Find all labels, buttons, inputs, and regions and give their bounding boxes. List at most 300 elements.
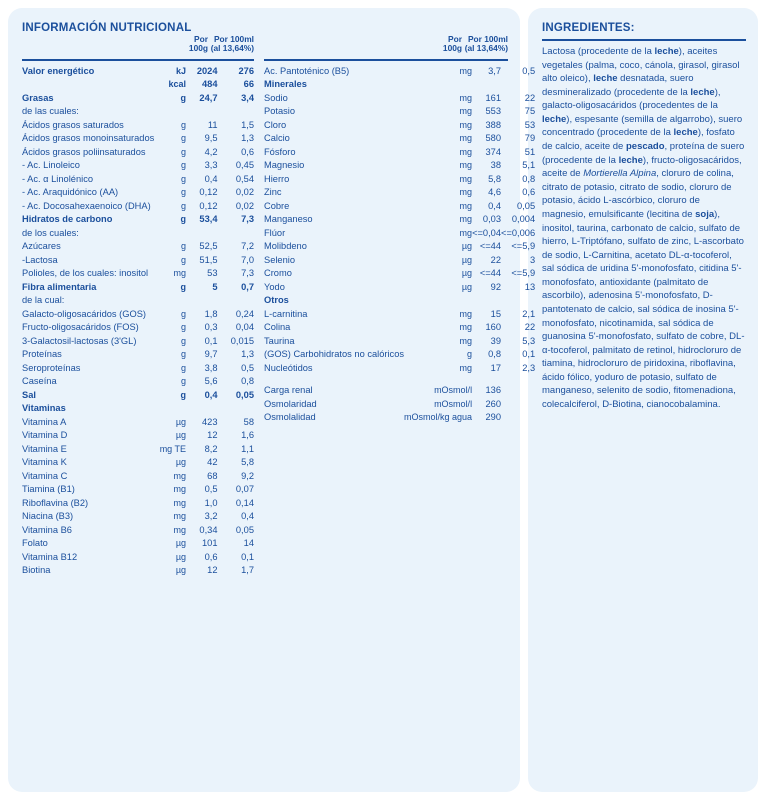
- nutrient-value-100g: 0,4: [204, 173, 218, 184]
- nutrient-value-100g: 52,5: [199, 241, 218, 252]
- nutrient-name: Ácidos grasos poliinsaturados: [22, 146, 146, 157]
- nutrient-unit: [154, 105, 186, 119]
- nutrition-row: [264, 294, 535, 308]
- nutrient-unit: mOsmol/l: [434, 398, 473, 409]
- nutrient-value-100g: 15: [490, 308, 502, 319]
- nutrient-unit: mg: [459, 227, 473, 238]
- nutrient-value-100g: 580: [485, 133, 502, 144]
- nutrient-name: Minerales: [264, 79, 307, 90]
- nutrition-row: [264, 186, 535, 200]
- divider-right: [264, 59, 508, 61]
- nutrition-row: [264, 334, 535, 348]
- nutrient-unit: mg: [459, 214, 473, 225]
- nutrient-name: Zinc: [264, 187, 282, 198]
- ingredients-panel: [528, 8, 758, 792]
- nutrient-value-100g: 12: [207, 430, 218, 441]
- header-col2-b: Por 100ml (al 13,64%): [464, 33, 508, 54]
- nutrient-name: Sal: [22, 389, 36, 400]
- nutrition-row: [264, 361, 535, 375]
- nutrition-row: [264, 199, 535, 213]
- nutrition-row: [22, 415, 254, 429]
- nutrition-row: [22, 550, 254, 564]
- nutrition-row: [264, 280, 535, 294]
- nutrient-name: Riboflavina (B2): [22, 497, 89, 508]
- nutrient-unit: mg: [459, 308, 473, 319]
- nutrient-name: Galacto-oligosacáridos (GOS): [22, 308, 147, 319]
- nutrient-value-100ml: 0,4: [241, 511, 254, 522]
- nutrient-value-100ml: 5,3: [522, 335, 536, 346]
- nutrient-name: Molibdeno: [264, 241, 307, 252]
- nutrition-row: [264, 321, 535, 335]
- nutrient-value-100g: 11: [207, 119, 218, 130]
- table-spacer: [264, 375, 535, 384]
- nutrient-name: Proteínas: [22, 349, 62, 360]
- nutrient-value-100g: 0,12: [199, 200, 218, 211]
- nutrient-name: de las cuales:: [22, 106, 79, 117]
- nutrient-value-100g: 42: [207, 457, 218, 468]
- nutrient-value-100ml: 3,4: [241, 92, 254, 103]
- nutrient-value-100ml: 1,1: [241, 443, 254, 454]
- header-col2: Por 100ml (al 13,64%): [210, 33, 254, 54]
- nutrition-row: [264, 384, 535, 398]
- nutrition-row: [22, 348, 254, 362]
- nutrient-value-100g: 51,5: [199, 254, 218, 265]
- nutrient-value-100ml: [218, 294, 254, 308]
- nutrient-value-100g: 5,6: [204, 376, 218, 387]
- nutrient-name: Selenio: [264, 254, 296, 265]
- nutrient-value-100g: 5,8: [488, 173, 502, 184]
- nutrition-header-right: [422, 24, 508, 54]
- nutrition-row: [264, 253, 535, 267]
- nutrient-value-100ml: 2,1: [522, 308, 536, 319]
- nutrient-name: Seroproteínas: [22, 362, 81, 373]
- nutrient-unit: g: [181, 376, 187, 387]
- nutrition-row: [264, 240, 535, 254]
- nutrition-row: [22, 564, 254, 578]
- nutrition-row: [22, 456, 254, 470]
- nutrient-value-100g: [186, 105, 217, 119]
- nutrition-row: [264, 132, 535, 146]
- nutrition-row: [264, 172, 535, 186]
- nutrient-name: Caseína: [22, 376, 57, 387]
- nutrient-value-100ml: <=0,006: [501, 227, 536, 238]
- nutrition-row: [22, 91, 254, 105]
- nutrient-value-100g: 388: [485, 119, 502, 130]
- nutrient-name: Vitamina B12: [22, 551, 78, 562]
- nutrition-row: [22, 186, 254, 200]
- nutrient-unit: µg: [175, 430, 187, 441]
- nutrient-name: Vitamina E: [22, 443, 67, 454]
- divider-left: [22, 59, 254, 61]
- nutrition-row: [22, 172, 254, 186]
- nutrition-column-right: [264, 22, 536, 577]
- nutrient-unit: mg: [459, 92, 473, 103]
- nutrient-value-100ml: 75: [524, 106, 536, 117]
- nutrition-row: [264, 267, 535, 281]
- nutrient-name: Osmolaridad: [264, 398, 317, 409]
- nutrition-row: [22, 483, 254, 497]
- nutrient-value-100g: 68: [207, 470, 218, 481]
- nutrient-unit: mg: [173, 470, 187, 481]
- nutrient-name: Vitamina B6: [22, 524, 72, 535]
- nutrient-unit: mg: [459, 335, 473, 346]
- nutrient-name: Tiamina (B1): [22, 484, 75, 495]
- nutrient-unit: [154, 294, 186, 308]
- nutrient-value-100g: 0,12: [199, 187, 218, 198]
- nutrition-row: [22, 78, 254, 92]
- nutrition-row: [22, 469, 254, 483]
- nutrition-row: [264, 145, 535, 159]
- nutrient-value-100g: [186, 226, 217, 240]
- nutrition-row: [22, 132, 254, 146]
- nutrient-value-100g: 4,2: [204, 146, 218, 157]
- nutrition-row: [22, 510, 254, 524]
- nutrient-unit: mg: [459, 106, 473, 117]
- ingredients-title: INGREDIENTES:: [542, 22, 635, 34]
- nutrient-value-100ml: 1,7: [241, 565, 254, 576]
- nutrient-value-100g: 8,2: [204, 443, 218, 454]
- nutrient-unit: mg: [459, 187, 473, 198]
- nutrient-value-100ml: [218, 226, 254, 240]
- nutrition-row: [264, 213, 535, 227]
- nutrient-value-100ml: 7,2: [241, 241, 254, 252]
- nutrient-value-100g: 290: [485, 412, 502, 423]
- nutrition-row: [22, 240, 254, 254]
- nutrient-value-100g: 4,6: [488, 187, 502, 198]
- nutrient-value-100ml: 7,0: [241, 254, 254, 265]
- nutrient-unit: mg: [459, 119, 473, 130]
- nutrition-row: [264, 105, 535, 119]
- nutrient-value-100ml: 22: [524, 92, 536, 103]
- nutrient-name: Fósforo: [264, 146, 296, 157]
- nutrient-value-100ml: [501, 78, 535, 92]
- nutrient-unit: mg: [173, 268, 187, 279]
- nutrient-unit: g: [181, 133, 187, 144]
- nutrient-name: Cromo: [264, 268, 292, 279]
- nutrient-unit: g: [181, 254, 187, 265]
- nutrition-row: [264, 348, 535, 362]
- nutrient-name: - Ac. Linoleico: [22, 160, 80, 171]
- nutrition-row: [264, 226, 535, 240]
- nutrient-unit: mg: [459, 173, 473, 184]
- nutrient-name: Cobre: [264, 200, 290, 211]
- nutrient-value-100ml: 276: [238, 65, 254, 76]
- nutrient-value-100g: 39: [490, 335, 502, 346]
- nutrient-unit: [404, 294, 472, 308]
- nutrient-value-100g: 9,5: [204, 133, 218, 144]
- nutrient-name: Vitamina K: [22, 457, 67, 468]
- nutrient-value-100g: 553: [485, 106, 502, 117]
- nutrient-value-100ml: 22: [524, 322, 536, 333]
- nutrient-value-100ml: 2,3: [522, 362, 536, 373]
- nutrient-name: -Lactosa: [22, 254, 58, 265]
- nutrition-table-right: [264, 64, 535, 424]
- nutrient-name: Ácidos grasos saturados: [22, 119, 124, 130]
- nutrient-name: - Ac. Docosahexaenoico (DHA): [22, 200, 151, 211]
- nutrient-value-100g: 24,7: [199, 92, 218, 103]
- nutrient-name: Vitamina A: [22, 416, 67, 427]
- nutrient-name: Magnesio: [264, 160, 305, 171]
- nutrient-unit: kJ: [176, 65, 187, 76]
- nutrition-row: [22, 442, 254, 456]
- nutrient-unit: mg: [459, 65, 473, 76]
- nutrient-value-100g: 2024: [196, 65, 218, 76]
- nutrient-value-100ml: 0,05: [517, 200, 536, 211]
- nutrient-value-100g: [186, 402, 217, 416]
- nutrient-unit: mg: [173, 484, 187, 495]
- nutrient-name: Fibra alimentaria: [22, 281, 97, 292]
- nutrient-value-100g: 0,4: [204, 389, 218, 400]
- nutrient-value-100g: 423: [202, 416, 218, 427]
- nutrient-unit: g: [181, 335, 187, 346]
- nutrient-value-100ml: 13: [524, 281, 536, 292]
- nutrient-value-100ml: 0,45: [235, 160, 254, 171]
- nutrient-unit: mg: [173, 511, 187, 522]
- nutrient-value-100g: 3,2: [204, 511, 218, 522]
- nutrient-value-100g: 0,8: [488, 349, 502, 360]
- nutrition-header-left: [168, 24, 254, 54]
- nutrition-row: [22, 429, 254, 443]
- nutrient-value-100ml: 14: [243, 538, 254, 549]
- nutrient-name: Cloro: [264, 119, 287, 130]
- nutrient-unit: g: [180, 214, 187, 225]
- nutrient-name: Folato: [22, 538, 48, 549]
- nutrient-name: 3-Galactosil-lactosas (3'GL): [22, 335, 137, 346]
- nutrient-value-100ml: 3: [529, 254, 536, 265]
- nutrition-row: [264, 411, 535, 425]
- nutrient-value-100g: 22: [490, 254, 502, 265]
- nutrient-value-100g: 9,7: [204, 349, 218, 360]
- nutrient-value-100g: 136: [485, 385, 502, 396]
- nutrition-row: [22, 375, 254, 389]
- nutrient-name: Hidratos de carbono: [22, 214, 113, 225]
- nutrient-name: Grasas: [22, 92, 54, 103]
- nutrient-name: (GOS) Carbohidratos no calóricos: [264, 349, 405, 360]
- nutrient-value-100g: 0,03: [482, 214, 502, 225]
- nutrient-unit: mg: [173, 497, 187, 508]
- nutrient-value-100g: 1,8: [204, 308, 218, 319]
- nutrient-unit: µg: [175, 565, 187, 576]
- nutrient-unit: g: [181, 200, 187, 211]
- nutrient-name: Otros: [264, 295, 289, 306]
- nutrient-value-100g: [472, 294, 501, 308]
- nutrient-value-100ml: 0,5: [241, 362, 254, 373]
- nutrition-row: [22, 199, 254, 213]
- nutrient-value-100ml: 0,1: [522, 349, 536, 360]
- nutrient-value-100g: 1,0: [204, 497, 218, 508]
- nutrient-name: Sodio: [264, 92, 288, 103]
- nutrient-name: de la cual:: [22, 295, 65, 306]
- nutrient-unit: mg: [173, 524, 187, 535]
- nutrient-unit: µg: [461, 254, 473, 265]
- nutrient-unit: g: [467, 349, 473, 360]
- nutrient-unit: g: [181, 187, 187, 198]
- nutrient-value-100ml: 9,2: [241, 470, 254, 481]
- nutrient-value-100ml: 0,02: [235, 200, 254, 211]
- nutrient-value-100g: 3,8: [204, 362, 218, 373]
- nutrient-unit: mOsmol/kg agua: [404, 412, 473, 423]
- nutrient-name: - Ac. α Linolénico: [22, 173, 94, 184]
- nutrition-row: [22, 321, 254, 335]
- nutrient-name: L-carnitina: [264, 308, 308, 319]
- nutrition-row: [264, 78, 535, 92]
- nutrition-row: [22, 226, 254, 240]
- nutrient-name: de los cuales:: [22, 227, 79, 238]
- nutrient-value-100ml: 0,04: [235, 322, 254, 333]
- nutrient-name: Yodo: [264, 281, 285, 292]
- nutrient-value-100ml: 0,02: [235, 187, 254, 198]
- nutrient-name: Hierro: [264, 173, 290, 184]
- nutrition-row: [22, 496, 254, 510]
- nutrient-name: Potasio: [264, 106, 296, 117]
- header-col1: Por 100g: [188, 33, 208, 54]
- nutrient-value-100g: 3,3: [204, 160, 218, 171]
- nutrient-name: Flúor: [264, 227, 286, 238]
- nutrient-value-100ml: 1,3: [241, 349, 254, 360]
- nutrient-value-100ml: 0,015: [230, 335, 254, 346]
- nutrition-row: [22, 307, 254, 321]
- nutrient-unit: µg: [175, 416, 187, 427]
- nutrient-name: Carga renal: [264, 385, 313, 396]
- nutrition-row: [22, 145, 254, 159]
- nutrient-name: Niacina (B3): [22, 511, 74, 522]
- nutrient-value-100ml: 58: [243, 416, 254, 427]
- nutrition-row: [264, 64, 535, 78]
- nutrient-name: Calcio: [264, 133, 290, 144]
- nutrient-value-100ml: 0,6: [241, 146, 254, 157]
- nutrient-value-100g: 101: [202, 538, 218, 549]
- nutrient-value-100ml: 1,3: [241, 133, 254, 144]
- nutrient-unit: µg: [175, 538, 187, 549]
- nutrient-name: Taurina: [264, 335, 295, 346]
- nutrition-column-left: [22, 22, 254, 577]
- nutrient-value-100g: [186, 294, 217, 308]
- nutrient-unit: mg: [459, 322, 473, 333]
- nutrient-unit: µg: [175, 551, 187, 562]
- nutrient-value-100g: [472, 78, 501, 92]
- nutrient-name: Vitamina D: [22, 430, 68, 441]
- nutrition-row: [264, 307, 535, 321]
- nutrient-value-100ml: [501, 397, 535, 411]
- nutrient-value-100ml: 7,3: [241, 214, 254, 225]
- nutrient-name: Vitaminas: [22, 403, 66, 414]
- nutrient-value-100g: 484: [202, 79, 218, 90]
- nutrient-name: Nucleótidos: [264, 362, 313, 373]
- nutrient-value-100ml: 79: [524, 133, 536, 144]
- nutrient-unit: g: [181, 146, 187, 157]
- nutrient-value-100ml: 53: [524, 119, 536, 130]
- nutrient-value-100ml: <=5,9: [511, 268, 536, 279]
- nutrient-value-100ml: 0,54: [235, 173, 254, 184]
- nutrition-row: [22, 402, 254, 416]
- nutrient-name: Ac. Pantoténico (B5): [264, 65, 350, 76]
- nutrient-value-100ml: 0,6: [522, 187, 536, 198]
- nutrition-row: [22, 523, 254, 537]
- nutrient-value-100ml: 0,8: [522, 173, 536, 184]
- nutrient-value-100ml: [501, 384, 535, 398]
- nutrient-value-100ml: 0,05: [235, 389, 254, 400]
- nutrient-value-100g: 53: [207, 268, 218, 279]
- nutrient-unit: [154, 402, 186, 416]
- nutrient-unit: g: [180, 389, 187, 400]
- nutrient-value-100ml: [501, 411, 535, 425]
- nutrition-title: INFORMACIÓN NUTRICIONAL: [22, 22, 192, 34]
- nutrient-value-100ml: [501, 294, 535, 308]
- nutrient-name: Colina: [264, 322, 291, 333]
- nutrient-value-100ml: 0,24: [235, 308, 254, 319]
- nutrient-name: Ácidos grasos monoinsaturados: [22, 133, 155, 144]
- nutrition-row: [22, 159, 254, 173]
- nutrient-value-100g: 38: [490, 160, 502, 171]
- nutrition-row: [264, 159, 535, 173]
- nutrient-value-100g: 5: [212, 281, 218, 292]
- nutrient-value-100ml: 0,7: [241, 281, 254, 292]
- nutrient-value-100ml: 1,5: [241, 119, 254, 130]
- nutrient-value-100ml: 0,8: [241, 376, 254, 387]
- nutrient-value-100g: 0,1: [204, 335, 218, 346]
- nutrient-name: - Ac. Araquidónico (AA): [22, 187, 119, 198]
- nutrient-name: Valor energético: [22, 65, 95, 76]
- nutrition-column-left-header: [22, 22, 254, 54]
- nutrient-value-100g: 0,4: [488, 200, 502, 211]
- nutrient-unit: g: [180, 281, 187, 292]
- nutrient-value-100ml: 5,8: [241, 457, 254, 468]
- nutrient-unit: mg: [459, 146, 473, 157]
- nutrient-name: [22, 78, 154, 92]
- nutrient-unit: µg: [461, 241, 473, 252]
- nutrient-unit: g: [180, 92, 187, 103]
- nutrient-value-100g: 17: [490, 362, 502, 373]
- nutrient-unit: g: [181, 362, 187, 373]
- nutrient-value-100ml: 0,05: [235, 524, 254, 535]
- nutrient-value-100g: 160: [485, 322, 502, 333]
- nutrient-value-100g: 12: [207, 565, 218, 576]
- nutrition-row: [22, 388, 254, 402]
- nutrient-value-100g: 0,34: [199, 524, 218, 535]
- nutrient-unit: g: [181, 308, 187, 319]
- nutrient-value-100ml: 51: [524, 146, 536, 157]
- nutrient-unit: µg: [461, 281, 473, 292]
- nutrient-unit: g: [181, 173, 187, 184]
- nutrient-value-100ml: 0,1: [241, 551, 254, 562]
- nutrient-name: Polioles, de los cuales: inositol: [22, 268, 149, 279]
- nutrition-columns: [22, 22, 536, 577]
- nutrition-row: [22, 537, 254, 551]
- nutrition-row: [22, 294, 254, 308]
- nutrition-row: [22, 280, 254, 294]
- nutrient-unit: mg: [459, 160, 473, 171]
- nutrient-unit: g: [181, 241, 187, 252]
- nutrient-name: Azúcares: [22, 241, 61, 252]
- nutrient-value-100ml: 0,14: [235, 497, 254, 508]
- nutrition-row: [22, 334, 254, 348]
- nutrient-value-100ml: 1,6: [241, 430, 254, 441]
- ingredients-text: Lactosa (procedente de la leche), aceites vegetales (palma, coco, cánola, girasol, girasol alto oleico), leche desnatada, suero desmineralizado (procedente de la leche), galacto-oligosacáridos (procedentes de la leche), espesante (semilla de algarrobo), suero concentrado (procedente de la leche), fosfato de calcio, aceite de pescado, proteína de suero (procedente de la leche), fructo-oligosacáridos, aceite de Mortierella Alpina, cloruro de colina, citrato de potasio, citrato de sodio, cloruro de potasio, ácido L-ascórbico, cloruro de magnesio, emulsificante (lecitina de soja), inositol, taurina, carbonato de calcio, sulfato de hierro, L-Triptófano, sulfato de zinc, L-ascorbato de sodio, L-Carnitina, acetato DL-α-tocoferol, sal sódica de uridina 5'-monofosfato, citidina 5'-monofosfato, antioxidante (palmitato de ascorbilo), adenosina 5'-monofosfato, D-pantotenato de calcio, sal sódica de inosina 5'-monofosfato, nicotinamida, sal sódica de guanosina 5'-monofosfato, sulfato de cobre, DL-α-tocoferol, palmitato de retinol, hidrocloruro de tiamina, hidrocloruro de piridoxina, riboflavina, ácido fólico, yoduro de potasio, sulfato de manganeso, selenito de sodio, fitomenadiona, colecalciferol, D-Biotina, cianocobalamina.: [542, 46, 745, 411]
- nutrition-table-left: [22, 64, 254, 577]
- nutrient-value-100ml: [218, 402, 254, 416]
- nutrient-unit: g: [181, 119, 187, 130]
- nutrient-value-100g: 161: [485, 92, 502, 103]
- nutrition-row: [264, 397, 535, 411]
- nutrient-value-100g: 260: [485, 398, 502, 409]
- nutrient-unit: mg: [459, 200, 473, 211]
- nutrient-unit: µg: [175, 457, 187, 468]
- nutrient-value-100g: 0,3: [204, 322, 218, 333]
- nutrient-unit: g: [181, 160, 187, 171]
- nutrient-value-100g: 53,4: [199, 214, 218, 225]
- nutrient-unit: g: [181, 322, 187, 333]
- nutrition-row: [22, 267, 254, 281]
